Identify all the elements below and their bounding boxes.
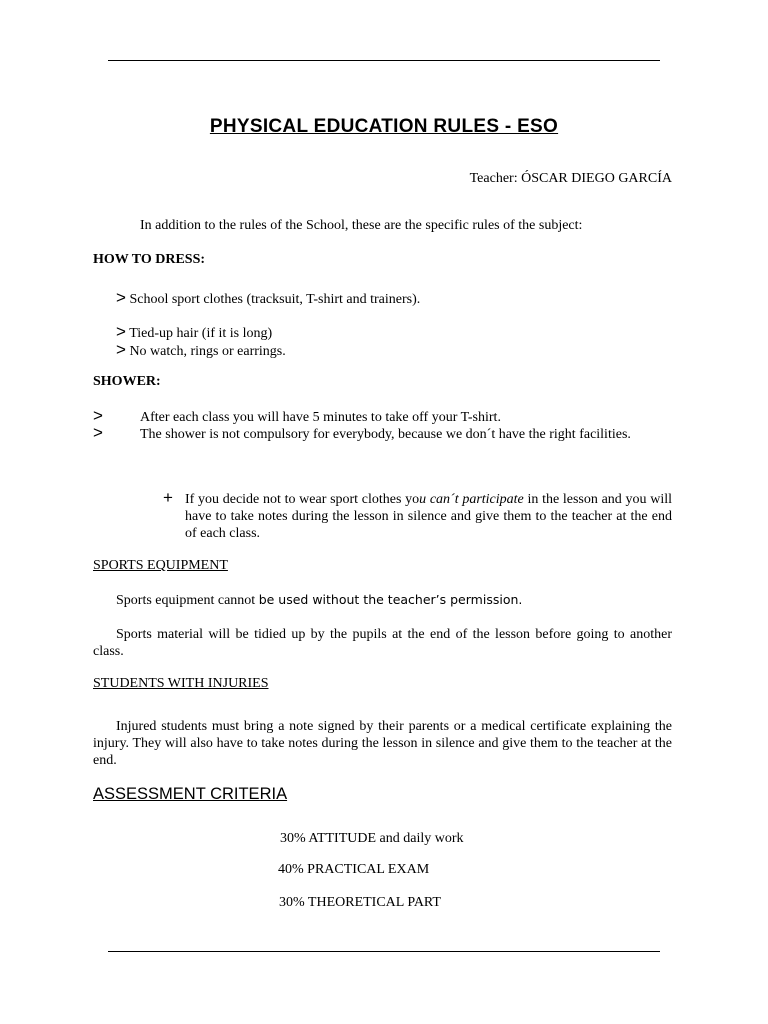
shower-item	[93, 406, 501, 426]
shower-item-text: After each class you will have 5 minutes to take off your T-shirt.	[140, 410, 501, 425]
equipment-line-1-start: Sports equipment cannot	[116, 593, 259, 608]
note-text-after: in the lesson and you will have to take notes during the lesson in silence and give them to the teacher at the end of each class.	[185, 492, 672, 541]
dress-item	[116, 322, 272, 342]
dress-item	[116, 340, 286, 360]
equipment-line-1	[116, 592, 522, 609]
bullet-arrow-icon: >	[116, 322, 126, 341]
bullet-arrow-icon: >	[116, 340, 126, 359]
participation-note	[163, 488, 672, 542]
note-text-emphasis: u can´t participate	[419, 492, 524, 507]
shower-heading: SHOWER:	[93, 374, 161, 389]
equipment-heading: SPORTS EQUIPMENT	[93, 558, 228, 573]
dress-item-text: Tied-up hair (if it is long)	[129, 326, 273, 341]
teacher-line: Teacher: ÓSCAR DIEGO GARCÍA	[469, 171, 672, 186]
page-title: PHYSICAL EDUCATION RULES - ESO	[209, 116, 559, 137]
equipment-line-1-end: be used without the teacher’s permission.	[258, 592, 523, 607]
bullet-arrow-icon: >	[116, 288, 126, 307]
dress-item-text: No watch, rings or earrings.	[129, 344, 286, 359]
assessment-item: 30% ATTITUDE and daily work	[280, 831, 464, 846]
plus-icon: +	[163, 488, 173, 507]
dress-heading: HOW TO DRESS:	[93, 252, 206, 267]
bottom-rule	[108, 951, 660, 952]
note-text-before: If you decide not to wear sport clothes yo	[185, 492, 420, 507]
shower-item-text: The shower is not compulsory for everybody, because we don´t have the right facilities.	[140, 427, 631, 442]
bullet-arrow-icon: >	[93, 423, 103, 442]
intro-text: In addition to the rules of the School, these are the specific rules of the subject:	[140, 218, 583, 233]
dress-item-text: School sport clothes (tracksuit, T-shirt and trainers).	[129, 292, 421, 307]
top-rule	[108, 60, 660, 61]
bullet-arrow-icon: >	[93, 406, 103, 425]
equipment-line-2: Sports material will be tidied up by the pupils at the end of the lesson before going to another class.	[93, 627, 672, 659]
assessment-heading: ASSESSMENT CRITERIA	[93, 785, 288, 803]
injuries-text: Injured students must bring a note signed by their parents or a medical certificate explaining the injury. They will also have to take notes during the lesson in silence and give them to the teacher at the end.	[93, 719, 672, 768]
assessment-item: 30% THEORETICAL PART	[279, 895, 441, 910]
dress-item	[116, 288, 420, 308]
assessment-item: 40% PRACTICAL EXAM	[278, 862, 430, 877]
shower-item	[93, 424, 672, 443]
injuries-heading: STUDENTS WITH INJURIES	[93, 676, 269, 691]
